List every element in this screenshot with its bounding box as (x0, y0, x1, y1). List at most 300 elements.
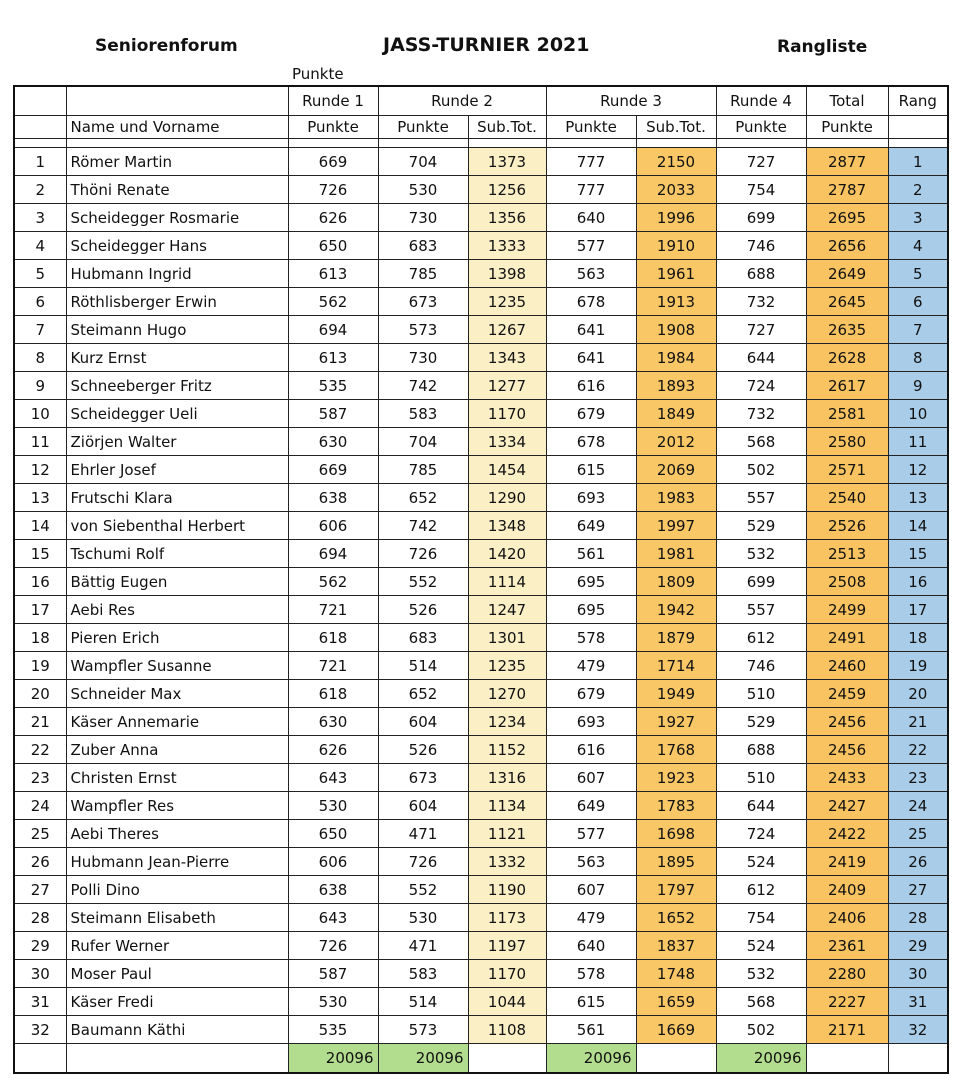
header-blank (66, 86, 288, 116)
cell-name: Ehrler Josef (66, 456, 288, 484)
cell-nr: 15 (14, 540, 66, 568)
cell-subtot2: 1267 (468, 316, 546, 344)
cell-rang: 3 (888, 204, 948, 232)
table-row (14, 316, 948, 344)
cell-subtot3: 1984 (636, 344, 716, 372)
cell-rang: 25 (888, 820, 948, 848)
cell-nr: 19 (14, 652, 66, 680)
cell-nr: 23 (14, 764, 66, 792)
cell-name: Bättig Eugen (66, 568, 288, 596)
header-blank (888, 116, 948, 139)
cell-runde2: 673 (378, 764, 468, 792)
cell-name: Wampfler Susanne (66, 652, 288, 680)
cell-runde2: 683 (378, 624, 468, 652)
cell-name: Hubmann Ingrid (66, 260, 288, 288)
cell-runde2: 683 (378, 232, 468, 260)
cell-total: 2227 (806, 988, 888, 1016)
spacer-row (14, 139, 948, 148)
cell-rang: 31 (888, 988, 948, 1016)
table-row (14, 456, 948, 484)
cell-subtot3: 1714 (636, 652, 716, 680)
cell-runde3: 649 (546, 792, 636, 820)
cell-subtot3: 1949 (636, 680, 716, 708)
cell-subtot3: 1983 (636, 484, 716, 512)
cell-subtot3: 1849 (636, 400, 716, 428)
table-row (14, 988, 948, 1016)
sum-blank (888, 1044, 948, 1074)
cell-runde1: 606 (288, 512, 378, 540)
cell-runde1: 721 (288, 596, 378, 624)
cell-name: Scheidegger Rosmarie (66, 204, 288, 232)
cell-nr: 22 (14, 736, 66, 764)
cell-runde3: 577 (546, 232, 636, 260)
table-row (14, 372, 948, 400)
cell-nr: 14 (14, 512, 66, 540)
cell-runde1: 606 (288, 848, 378, 876)
cell-rang: 8 (888, 344, 948, 372)
cell-rang: 17 (888, 596, 948, 624)
cell-name: von Siebenthal Herbert (66, 512, 288, 540)
cell-runde4: 529 (716, 512, 806, 540)
sum-blank (806, 1044, 888, 1074)
cell-runde1: 613 (288, 260, 378, 288)
cell-nr: 18 (14, 624, 66, 652)
cell-total: 2499 (806, 596, 888, 624)
table-row (14, 624, 948, 652)
cell-runde3: 678 (546, 428, 636, 456)
cell-total: 2491 (806, 624, 888, 652)
cell-runde4: 529 (716, 708, 806, 736)
table-row (14, 148, 948, 176)
cell-subtot2: 1170 (468, 400, 546, 428)
cell-runde1: 587 (288, 960, 378, 988)
cell-total: 2456 (806, 708, 888, 736)
cell-runde1: 643 (288, 764, 378, 792)
cell-total: 2456 (806, 736, 888, 764)
table-row (14, 484, 948, 512)
cell-subtot2: 1235 (468, 652, 546, 680)
cell-total: 2361 (806, 932, 888, 960)
cell-subtot3: 1748 (636, 960, 716, 988)
header-runde4: Runde 4 (716, 86, 806, 116)
cell-nr: 12 (14, 456, 66, 484)
cell-name: Käser Annemarie (66, 708, 288, 736)
cell-runde4: 532 (716, 540, 806, 568)
table-row (14, 876, 948, 904)
cell-name: Steimann Hugo (66, 316, 288, 344)
cell-rang: 4 (888, 232, 948, 260)
cell-runde3: 777 (546, 176, 636, 204)
cell-runde1: 630 (288, 708, 378, 736)
header-rang: Rang (888, 86, 948, 116)
cell-runde3: 616 (546, 736, 636, 764)
cell-nr: 7 (14, 316, 66, 344)
table-row (14, 400, 948, 428)
cell-rang: 32 (888, 1016, 948, 1044)
cell-nr: 10 (14, 400, 66, 428)
cell-runde2: 785 (378, 260, 468, 288)
cell-subtot2: 1348 (468, 512, 546, 540)
cell-runde4: 612 (716, 876, 806, 904)
cell-name: Polli Dino (66, 876, 288, 904)
cell-runde3: 578 (546, 624, 636, 652)
cell-subtot3: 1768 (636, 736, 716, 764)
header-punkte: Punkte (546, 116, 636, 139)
cell-total: 2459 (806, 680, 888, 708)
cell-rang: 1 (888, 148, 948, 176)
cell-subtot2: 1332 (468, 848, 546, 876)
cell-runde4: 688 (716, 736, 806, 764)
cell-subtot3: 1908 (636, 316, 716, 344)
header-name: Name und Vorname (66, 116, 288, 139)
cell-name: Baumann Käthi (66, 1016, 288, 1044)
cell-rang: 29 (888, 932, 948, 960)
header-runde2: Runde 2 (378, 86, 546, 116)
cell-total: 2581 (806, 400, 888, 428)
cell-name: Thöni Renate (66, 176, 288, 204)
cell-runde3: 640 (546, 932, 636, 960)
organization-label: Seniorenforum (95, 36, 238, 56)
cell-runde3: 616 (546, 372, 636, 400)
cell-total: 2656 (806, 232, 888, 260)
cell-nr: 26 (14, 848, 66, 876)
table-row (14, 344, 948, 372)
cell-runde3: 695 (546, 596, 636, 624)
cell-runde1: 638 (288, 484, 378, 512)
cell-total: 2580 (806, 428, 888, 456)
cell-runde2: 652 (378, 484, 468, 512)
cell-subtot3: 1895 (636, 848, 716, 876)
table-row (14, 1016, 948, 1044)
cell-total: 2513 (806, 540, 888, 568)
cell-total: 2409 (806, 876, 888, 904)
cell-runde3: 695 (546, 568, 636, 596)
cell-nr: 20 (14, 680, 66, 708)
cell-rang: 19 (888, 652, 948, 680)
page-title: JASS-TURNIER 2021 (383, 34, 590, 56)
cell-subtot3: 1910 (636, 232, 716, 260)
cell-name: Moser Paul (66, 960, 288, 988)
cell-subtot2: 1270 (468, 680, 546, 708)
cell-subtot2: 1114 (468, 568, 546, 596)
header-blank (14, 86, 66, 116)
cell-runde1: 721 (288, 652, 378, 680)
cell-runde3: 578 (546, 960, 636, 988)
cell-nr: 13 (14, 484, 66, 512)
cell-runde2: 742 (378, 512, 468, 540)
cell-runde2: 471 (378, 820, 468, 848)
cell-runde3: 679 (546, 680, 636, 708)
table-row (14, 708, 948, 736)
cell-rang: 24 (888, 792, 948, 820)
table-row (14, 288, 948, 316)
cell-nr: 25 (14, 820, 66, 848)
cell-rang: 21 (888, 708, 948, 736)
cell-runde3: 641 (546, 316, 636, 344)
cell-nr: 1 (14, 148, 66, 176)
cell-name: Aebi Res (66, 596, 288, 624)
cell-rang: 23 (888, 764, 948, 792)
cell-runde2: 471 (378, 932, 468, 960)
cell-subtot2: 1190 (468, 876, 546, 904)
cell-name: Scheidegger Hans (66, 232, 288, 260)
cell-subtot2: 1256 (468, 176, 546, 204)
cell-subtot3: 1942 (636, 596, 716, 624)
cell-subtot2: 1108 (468, 1016, 546, 1044)
cell-runde1: 669 (288, 148, 378, 176)
cell-subtot3: 1997 (636, 512, 716, 540)
cell-total: 2526 (806, 512, 888, 540)
cell-subtot2: 1173 (468, 904, 546, 932)
table-row (14, 428, 948, 456)
table-row (14, 848, 948, 876)
header-total: Total (806, 86, 888, 116)
cell-rang: 2 (888, 176, 948, 204)
cell-subtot3: 1783 (636, 792, 716, 820)
sum-runde1: 20096 (288, 1044, 378, 1074)
cell-runde3: 678 (546, 288, 636, 316)
table-row (14, 204, 948, 232)
cell-runde4: 510 (716, 680, 806, 708)
cell-subtot3: 1913 (636, 288, 716, 316)
cell-runde1: 643 (288, 904, 378, 932)
cell-total: 2649 (806, 260, 888, 288)
sum-row (14, 1044, 948, 1074)
ranking-table (13, 85, 949, 1074)
cell-nr: 16 (14, 568, 66, 596)
table-row (14, 232, 948, 260)
header-row-rounds (14, 86, 948, 116)
cell-rang: 12 (888, 456, 948, 484)
cell-runde4: 727 (716, 148, 806, 176)
cell-runde4: 524 (716, 932, 806, 960)
header-row-units (14, 116, 948, 139)
cell-runde2: 742 (378, 372, 468, 400)
cell-rang: 27 (888, 876, 948, 904)
cell-name: Steimann Elisabeth (66, 904, 288, 932)
cell-subtot2: 1356 (468, 204, 546, 232)
cell-runde4: 724 (716, 820, 806, 848)
table-row (14, 736, 948, 764)
table-body (14, 148, 948, 1044)
cell-name: Scheidegger Ueli (66, 400, 288, 428)
cell-total: 2540 (806, 484, 888, 512)
cell-runde4: 746 (716, 232, 806, 260)
cell-subtot2: 1343 (468, 344, 546, 372)
cell-runde2: 573 (378, 1016, 468, 1044)
cell-nr: 8 (14, 344, 66, 372)
cell-subtot3: 1893 (636, 372, 716, 400)
cell-subtot2: 1290 (468, 484, 546, 512)
cell-total: 2877 (806, 148, 888, 176)
ranking-label: Rangliste (777, 37, 868, 57)
cell-rang: 30 (888, 960, 948, 988)
cell-runde1: 650 (288, 820, 378, 848)
cell-name: Wampfler Res (66, 792, 288, 820)
cell-total: 2433 (806, 764, 888, 792)
cell-runde2: 514 (378, 652, 468, 680)
header-subtot: Sub.Tot. (636, 116, 716, 139)
cell-runde2: 530 (378, 176, 468, 204)
cell-runde2: 785 (378, 456, 468, 484)
cell-subtot2: 1277 (468, 372, 546, 400)
cell-rang: 14 (888, 512, 948, 540)
cell-name: Ziörjen Walter (66, 428, 288, 456)
cell-subtot3: 1698 (636, 820, 716, 848)
cell-runde1: 626 (288, 204, 378, 232)
cell-subtot3: 1797 (636, 876, 716, 904)
cell-subtot3: 1981 (636, 540, 716, 568)
cell-subtot2: 1334 (468, 428, 546, 456)
cell-subtot3: 1809 (636, 568, 716, 596)
table-row (14, 260, 948, 288)
cell-subtot3: 1669 (636, 1016, 716, 1044)
table-row (14, 176, 948, 204)
cell-runde2: 704 (378, 148, 468, 176)
sum-blank (468, 1044, 546, 1074)
cell-subtot3: 1923 (636, 764, 716, 792)
cell-rang: 9 (888, 372, 948, 400)
cell-runde4: 699 (716, 568, 806, 596)
cell-name: Hubmann Jean-Pierre (66, 848, 288, 876)
cell-nr: 11 (14, 428, 66, 456)
cell-runde3: 641 (546, 344, 636, 372)
cell-subtot3: 1837 (636, 932, 716, 960)
header-runde3: Runde 3 (546, 86, 716, 116)
table-row (14, 540, 948, 568)
header-subtot: Sub.Tot. (468, 116, 546, 139)
cell-runde3: 561 (546, 540, 636, 568)
cell-subtot2: 1044 (468, 988, 546, 1016)
cell-subtot3: 1652 (636, 904, 716, 932)
cell-total: 2508 (806, 568, 888, 596)
cell-runde4: 502 (716, 1016, 806, 1044)
cell-total: 2406 (806, 904, 888, 932)
cell-nr: 6 (14, 288, 66, 316)
cell-nr: 3 (14, 204, 66, 232)
cell-runde4: 732 (716, 400, 806, 428)
cell-runde1: 694 (288, 316, 378, 344)
table-row (14, 596, 948, 624)
cell-runde4: 746 (716, 652, 806, 680)
cell-runde4: 568 (716, 428, 806, 456)
cell-total: 2171 (806, 1016, 888, 1044)
cell-subtot3: 2150 (636, 148, 716, 176)
cell-name: Käser Fredi (66, 988, 288, 1016)
cell-rang: 15 (888, 540, 948, 568)
table-row (14, 792, 948, 820)
cell-runde1: 630 (288, 428, 378, 456)
cell-runde2: 652 (378, 680, 468, 708)
cell-subtot3: 2012 (636, 428, 716, 456)
header-punkte: Punkte (806, 116, 888, 139)
cell-runde3: 563 (546, 260, 636, 288)
table-row (14, 820, 948, 848)
cell-runde3: 615 (546, 988, 636, 1016)
cell-rang: 7 (888, 316, 948, 344)
table-row (14, 904, 948, 932)
cell-nr: 17 (14, 596, 66, 624)
cell-subtot2: 1420 (468, 540, 546, 568)
header-blank (14, 116, 66, 139)
sum-blank (636, 1044, 716, 1074)
cell-rang: 11 (888, 428, 948, 456)
cell-runde3: 577 (546, 820, 636, 848)
cell-subtot2: 1247 (468, 596, 546, 624)
cell-nr: 5 (14, 260, 66, 288)
cell-subtot2: 1316 (468, 764, 546, 792)
cell-runde1: 535 (288, 1016, 378, 1044)
cell-nr: 29 (14, 932, 66, 960)
cell-runde3: 607 (546, 876, 636, 904)
cell-subtot2: 1333 (468, 232, 546, 260)
cell-total: 2617 (806, 372, 888, 400)
cell-total: 2645 (806, 288, 888, 316)
cell-nr: 32 (14, 1016, 66, 1044)
cell-subtot3: 2033 (636, 176, 716, 204)
cell-runde1: 562 (288, 288, 378, 316)
cell-rang: 13 (888, 484, 948, 512)
cell-runde1: 613 (288, 344, 378, 372)
cell-name: Röthlisberger Erwin (66, 288, 288, 316)
cell-runde4: 699 (716, 204, 806, 232)
cell-runde2: 604 (378, 708, 468, 736)
cell-runde4: 754 (716, 176, 806, 204)
cell-runde1: 626 (288, 736, 378, 764)
cell-subtot3: 1996 (636, 204, 716, 232)
cell-nr: 2 (14, 176, 66, 204)
sum-runde4: 20096 (716, 1044, 806, 1074)
cell-rang: 28 (888, 904, 948, 932)
punkte-caption: Punkte (292, 65, 344, 83)
cell-runde3: 479 (546, 904, 636, 932)
cell-runde2: 730 (378, 204, 468, 232)
cell-total: 2628 (806, 344, 888, 372)
cell-rang: 5 (888, 260, 948, 288)
cell-runde4: 510 (716, 764, 806, 792)
cell-nr: 4 (14, 232, 66, 260)
cell-subtot3: 1927 (636, 708, 716, 736)
cell-runde3: 693 (546, 484, 636, 512)
header-punkte: Punkte (378, 116, 468, 139)
cell-runde4: 644 (716, 344, 806, 372)
cell-runde1: 726 (288, 932, 378, 960)
cell-runde3: 640 (546, 204, 636, 232)
table-row (14, 512, 948, 540)
cell-subtot2: 1170 (468, 960, 546, 988)
cell-total: 2422 (806, 820, 888, 848)
cell-subtot3: 1659 (636, 988, 716, 1016)
cell-subtot2: 1398 (468, 260, 546, 288)
cell-runde2: 583 (378, 400, 468, 428)
cell-total: 2427 (806, 792, 888, 820)
cell-runde2: 526 (378, 596, 468, 624)
cell-runde1: 638 (288, 876, 378, 904)
sum-runde2: 20096 (378, 1044, 468, 1074)
cell-nr: 24 (14, 792, 66, 820)
cell-runde4: 524 (716, 848, 806, 876)
cell-rang: 20 (888, 680, 948, 708)
cell-runde2: 730 (378, 344, 468, 372)
cell-runde2: 526 (378, 736, 468, 764)
cell-runde1: 562 (288, 568, 378, 596)
cell-rang: 10 (888, 400, 948, 428)
sum-runde3: 20096 (546, 1044, 636, 1074)
cell-runde2: 552 (378, 568, 468, 596)
cell-runde3: 777 (546, 148, 636, 176)
cell-runde4: 612 (716, 624, 806, 652)
cell-subtot2: 1301 (468, 624, 546, 652)
